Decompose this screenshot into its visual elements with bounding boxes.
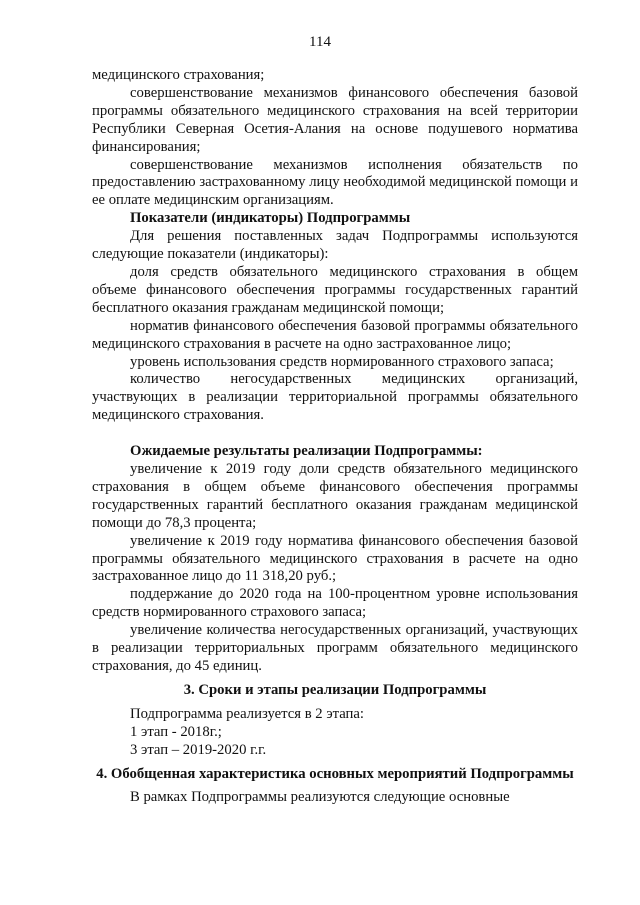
paragraph: 3 этап – 2019-2020 г.г. <box>130 741 267 758</box>
page-number: 114 <box>309 34 331 50</box>
document-body <box>92 67 578 807</box>
paragraph: увеличение к 2019 году доли средств обязательного медицинского страхования в общем объеме финансового обеспечения программы государственных гарантий бесплатного оказания гражданам медицинской помощи до 78,3 процента; <box>92 461 578 531</box>
paragraph: уровень использования средств нормированного страхового запаса; <box>130 353 554 370</box>
paragraph: доля средств обязательного медицинского страхования в общем объеме финансового обеспечения программы государственных гарантий бесплатного оказания гражданам медицинской помощи; <box>92 263 578 316</box>
section-heading: Ожидаемые результаты реализации Подпрограммы: <box>130 443 483 460</box>
paragraph: увеличение количества негосударственных организаций, участвующих в реализации территориальных программ обязательного медицинского страхования, до 45 единиц. <box>92 622 578 674</box>
section-heading: 4. Обобщенная характеристика основных мероприятий Подпрограммы <box>96 765 574 782</box>
paragraph: 1 этап - 2018г.; <box>130 723 222 740</box>
paragraph: В рамках Подпрограммы реализуются следующие основные <box>130 789 510 806</box>
paragraph: совершенствование механизмов исполнения обязательств по предоставлению застрахованному лицу необходимой медицинской помощи и ее оплате медицинским организациям. <box>92 156 578 209</box>
paragraph: Подпрограмма реализуется в 2 этапа: <box>130 705 365 722</box>
paragraph: Для решения поставленных задач Подпрограммы используются следующие показатели (индикаторы): <box>92 228 578 263</box>
paragraph: норматив финансового обеспечения базовой программы обязательного медицинского страхования в расчете на одно застрахованное лицо; <box>92 317 578 352</box>
paragraph: медицинского страхования; <box>92 67 265 83</box>
section-heading: 3. Сроки и этапы реализации Подпрограммы <box>183 681 487 698</box>
section-heading: Показатели (индикаторы) Подпрограммы <box>130 210 411 227</box>
spacer <box>92 425 578 443</box>
paragraph: поддержание до 2020 года на 100-процентном уровне использования средств нормированного страхового запаса; <box>92 586 578 621</box>
paragraph: увеличение к 2019 году норматива финансового обеспечения базовой программы обязательного медицинского страхования в расчете на одно застрахованное лицо до 11 318,20 руб.; <box>92 532 578 585</box>
paragraph: совершенствование механизмов финансового обеспечения базовой программы обязательного медицинского страхования на всей территории Республики Северная Осетия-Алания на основе подушевого норматива финансирования; <box>92 84 578 155</box>
paragraph: количество негосударственных медицинских организаций, участвующих в реализации территориальной программы обязательного медицинского страхования. <box>92 371 578 424</box>
